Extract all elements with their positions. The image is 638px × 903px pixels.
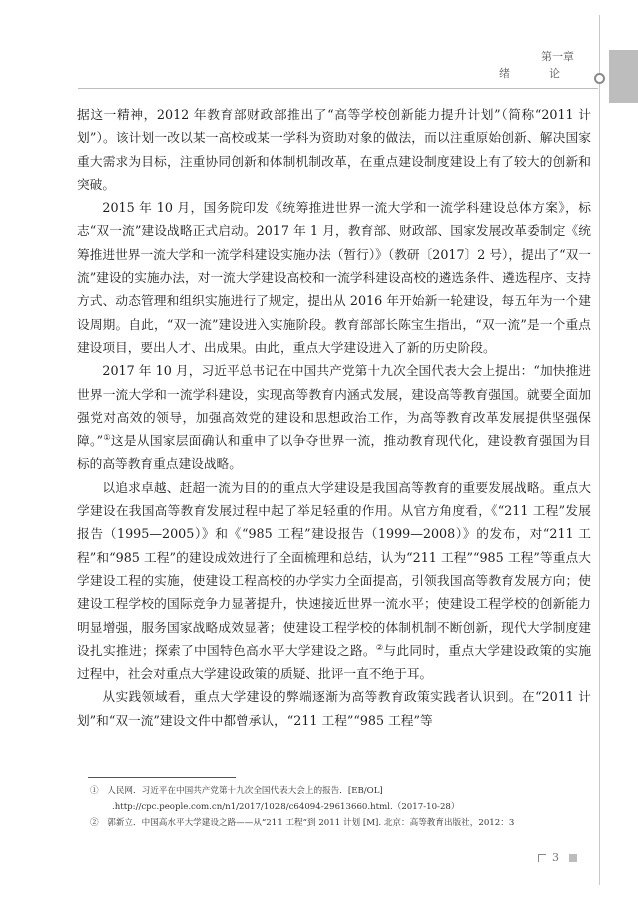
footnote: ① 人民网．习近平在中国共产党第十九次全国代表大会上的报告．[EB/OL] .http://cpc.people.com.cn/n1/2017/1028/c64094-29613660.html.（2017-10-28） [90,786,460,812]
page-edge-line [599,15,600,885]
paragraph: 2015 年 10 月，国务院印发《统筹推进世界一流大学和一流学科建设总体方案》，标志“双一流”建设战略正式启动。2017 年 1 月，教育部、财政部、国家发展改革委制定《统筹推进世界一流大学和一流学科建设实施办法（暂行）》（教研〔2017〕2 号），提出了“双一流”建设的实施办法，对一流大学建设高校和一流学科建设高校的遴选条件、遴选程序、支持方式、动态管理和组织实施进行了规定，提出从 2016 年开始新一轮建设，每五年为一个建设周期。自此，“双一流”建设进入实施阶段。教育部部长陈宝生指出，“双一流”是一个重点建设项目，要出人才、出成果。由此，重点大学建设进入了新的历史阶段。 [77,200,591,355]
chapter-number: 第一章 [541,50,574,63]
footnote-ref[interactable]: ② [375,642,384,652]
running-header [499,49,574,81]
paragraph: 以追求卓越、赶超一流为目的的重点大学建设是我国高等教育的重要发展战略。重点大学建设在我国高等教育发展过程中起了举足轻重的作用。从官方角度看，《“211 工程”发展报告（1995—2005）》和《“985 工程”建设报告（1999—2008）》的发布，对“211 工程”和“985 工程”的建设成效进行了全面梳理和总结，认为“211 工程”“985 工程”等重点大学建设工程的实施，使建设工程高校的办学实力全面提高，引领我国高等教育发展方向；使建设工程学校的国际竞争力显著提升，快速接近世界一流水平；使建设工程学校的创新能力明显增强，服务国家战略成效显著；使建设工程学校的体制机制不断创新，现代大学制度建设扎实推进；探索了中国特色高水平大学建设之路。②与此同时，重点大学建设政策的实施过程中，社会对重点大学建设政策的质疑、批评一直不绝于耳。 [77,479,592,682]
footnotes [78,783,592,831]
chapter-tab-marker [609,50,638,103]
chapter-title: 绪 论 [499,67,574,80]
paragraph: 据这一精神，2012 年教育部财政部推出了“高等学校创新能力提升计划”（简称“2011 计划”）。该计划一改以某一高校或某一学科为资助对象的做法，而以注重原始创新、解决国家重大需求为目标，注重协同创新和体制机制改革，在重点建设制度建设上有了较大的创新和突破。 [77,107,591,192]
footnote-rule [88,777,236,778]
paragraph: 从实践领域看，重点大学建设的弊端逐渐为高等教育政策实践者认识到。在“2011 计划”和“双一流”建设文件中都曾承认，“211 工程”“985 工程”等 [77,689,591,728]
footnote: ② 郭新立．中国高水平大学建设之路——从“211 工程”到 2011 计划 [M]. 北京：高等教育出版社，2012：3 [90,818,515,828]
header-rule [78,88,598,89]
body-text [77,103,591,732]
paragraph: 2017 年 10 月，习近平总书记在中国共产党第十九次全国代表大会上提出：“加快推进世界一流大学和一流学科建设，实现高等教育内涵式发展，建设高等教育强国。就要全面加强党对高效的领导，加强高效党的建设和思想政治工作，为高等教育改革发展提供坚强保障。”①这是从国家层面确认和重申了以争夺世界一流，推动教育现代化，建设教育强国为目标的高等教育重点建设战略。 [77,363,591,472]
footnote-ref[interactable]: ① [103,432,111,442]
ring-marker-icon [594,73,605,84]
square-marker-icon [569,854,577,862]
page-number: 3 [538,851,577,864]
corner-mark-icon [538,854,546,862]
